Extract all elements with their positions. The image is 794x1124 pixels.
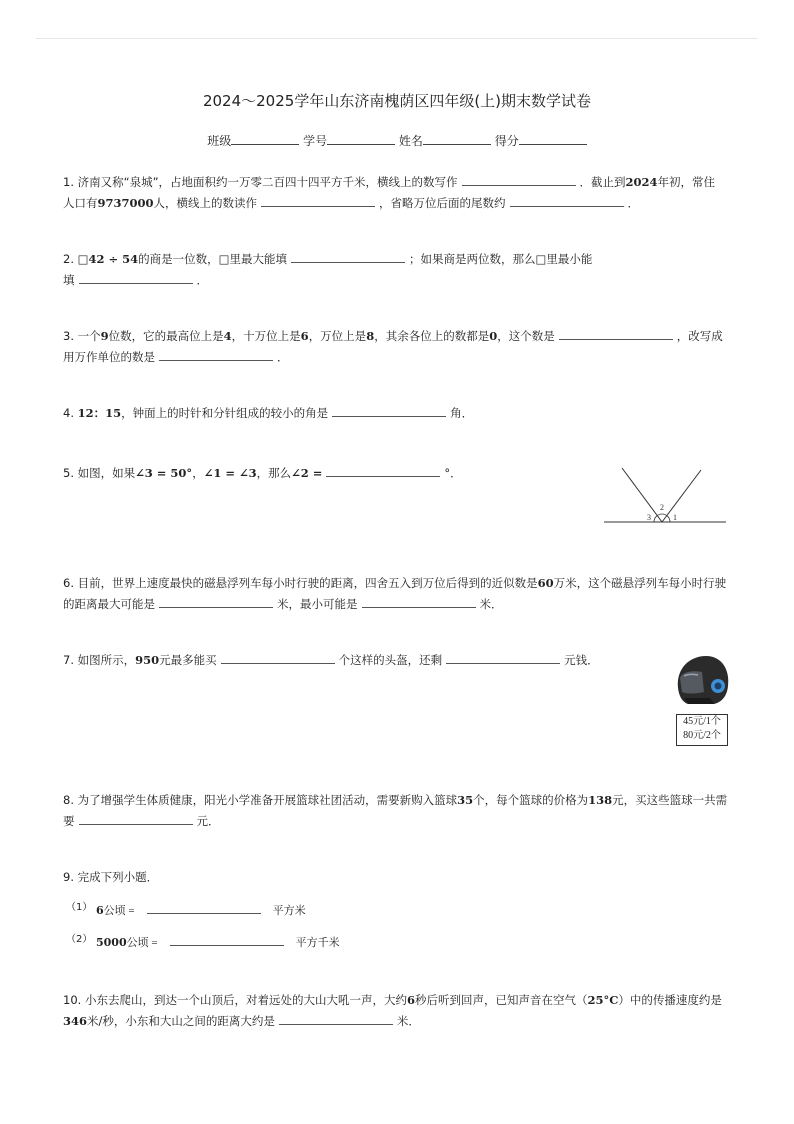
question-4: 4. 12：15，钟面上的时针和分针组成的较小的角是 角． <box>63 403 735 424</box>
question-10 <box>63 990 735 1032</box>
answer-blank-3a[interactable] <box>559 326 673 340</box>
name-label: 姓名 <box>398 134 423 148</box>
question-3-line-1: 3. 一个9位数，它的最高位上是4，十万位上是6，万位上是8，其余各位上的数都是0，这个数是 ，改写成 <box>63 326 735 347</box>
class-label: 班级 <box>207 134 232 148</box>
answer-blank-1a[interactable] <box>462 172 576 186</box>
answer-blank-3b[interactable] <box>159 347 273 361</box>
answer-blank-9a[interactable] <box>147 900 261 914</box>
answer-blank-4[interactable] <box>332 403 446 417</box>
question-8-line-2: 要 元． <box>63 811 735 832</box>
name-field[interactable] <box>423 132 491 145</box>
question-6-line-1: 6. 目前，世界上速度最快的磁悬浮列车每小时行驶的距离，四舍五入到万位后得到的近似数是60万米，这个磁悬浮列车每小时行驶 <box>63 576 727 590</box>
question-2-line-2: 填 ． <box>63 270 735 291</box>
angle-figure <box>600 464 730 528</box>
question-1-line-1: 1. 济南又称“泉城”，占地面积约一万零二百四十四平方千米，横线上的数写作 ．截止到2024年初，常住 <box>63 172 735 193</box>
question-6-line-2: 的距离最大可能是 米，最小可能是 米． <box>63 594 735 615</box>
score-field[interactable] <box>519 132 587 145</box>
question-5: 5. 如图，如果∠3 = 50°，∠1 = ∠3，那么∠2 = °． <box>63 463 735 484</box>
question-7: 7. 如图所示，950元最多能买 个这样的头盔，还剩 元钱． <box>63 650 735 671</box>
question-9-part-2: （2） 5000公顷 = 平方千米 <box>66 934 340 949</box>
number-label: 学号 <box>303 134 328 148</box>
question-10-line-1: 10. 小东去爬山，到达一个山顶后，对着远处的大山大吼一声，大约6秒后听到回声，已知声音在空气（25°C）中的传播速度约是 <box>63 993 722 1007</box>
angle-label-2: 2 <box>660 503 664 512</box>
price-pair: 80元/2个 <box>683 730 721 741</box>
answer-blank-7a[interactable] <box>221 650 335 664</box>
answer-blank-9b[interactable] <box>170 932 284 946</box>
answer-blank-7b[interactable] <box>446 650 560 664</box>
page-title: 2024～2025学年山东济南槐荫区四年级(上)期末数学试卷 <box>202 92 592 110</box>
question-8 <box>63 790 735 832</box>
helmet-price-box <box>676 714 728 746</box>
score-label: 得分 <box>494 134 519 148</box>
class-field[interactable] <box>231 132 299 145</box>
helmet-chin <box>684 698 714 704</box>
angle-label-3: 3 <box>647 513 651 522</box>
answer-blank-10[interactable] <box>279 1011 393 1025</box>
question-6 <box>63 573 735 615</box>
number-field[interactable] <box>327 132 395 145</box>
answer-blank-5[interactable] <box>326 463 440 477</box>
answer-blank-1b[interactable] <box>261 193 375 207</box>
helmet-vent-inner <box>715 683 722 690</box>
question-1-line-2: 人口有9737000人，横线上的数读作 ，省略万位后面的尾数约 ． <box>63 193 735 214</box>
price-single: 45元/1个 <box>683 716 721 727</box>
question-2 <box>63 249 735 291</box>
angle-ray-right <box>662 470 701 522</box>
angle-ray-left <box>622 468 662 522</box>
question-9: 9. 完成下列小题． <box>63 870 159 884</box>
student-info-line <box>0 132 794 149</box>
answer-blank-6a[interactable] <box>159 594 273 608</box>
question-1 <box>63 172 735 214</box>
question-9-part-1: （1） 6公顷 = 平方米 <box>66 902 306 917</box>
answer-blank-8[interactable] <box>79 811 193 825</box>
question-3-line-2: 用万作单位的数是 ． <box>63 347 735 368</box>
question-8-line-1: 8. 为了增强学生体质健康，阳光小学准备开展篮球社团活动，需要新购入篮球35个，每个篮球的价格为138元，买这些篮球一共需 <box>63 793 728 807</box>
question-2-line-1: 2. □42 ÷ 54的商是一位数，□里最大能填 ；如果商是两位数，那么□里最小能 <box>63 249 735 270</box>
answer-blank-1c[interactable] <box>510 193 624 207</box>
helmet-image <box>670 652 734 712</box>
answer-blank-2b[interactable] <box>79 270 193 284</box>
top-divider <box>36 38 758 39</box>
answer-blank-2a[interactable] <box>291 249 405 263</box>
question-10-line-2: 346米/秒，小东和大山之间的距离大约是 米． <box>63 1011 735 1032</box>
angle-label-1: 1 <box>673 513 677 522</box>
answer-blank-6b[interactable] <box>362 594 476 608</box>
question-3 <box>63 326 735 368</box>
